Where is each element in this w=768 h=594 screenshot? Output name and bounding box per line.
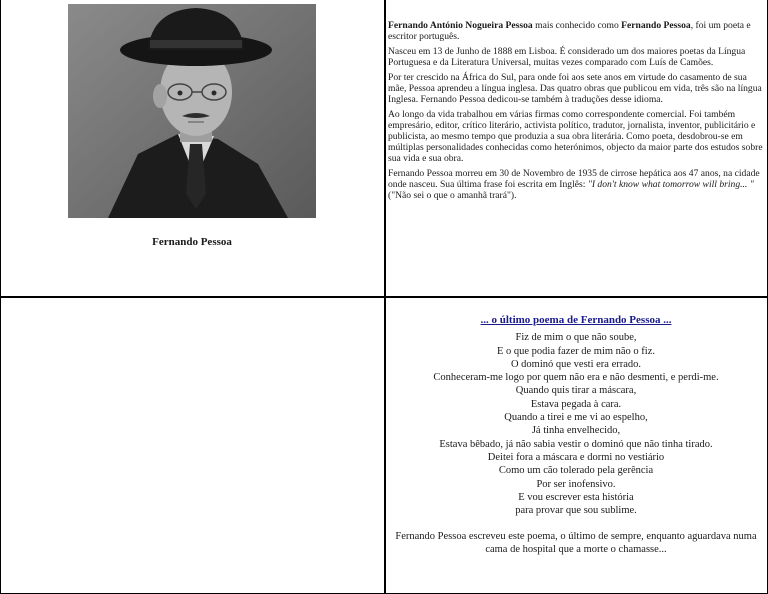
bio-p5-start: Fernando Pessoa morreu em 30 de Novembro de 1935 de cirrose hepática aos 47 anos, na cidade onde nasceu. Sua última frase foi escrita em Inglês: (388, 168, 760, 190)
portrait-photo (68, 4, 316, 218)
poem-line: Fiz de mim o que não soube, (515, 332, 637, 344)
poem-line: Já tinha envelhecido, (531, 425, 621, 437)
bio-full-name: Fernando António Nogueira Pessoa (388, 20, 533, 31)
bio-last-quote: "I don't know what tomorrow will bring... " (587, 179, 754, 190)
bio-paragraph-1 (388, 20, 764, 42)
bio-p5-end: ("Não sei o que o amanhã trará"). (388, 190, 517, 201)
portrait-caption: Fernando Pessoa (152, 236, 232, 248)
horizontal-divider (0, 296, 768, 298)
poem-line: Deitei fora a máscara e dormi no vestiário (487, 451, 665, 463)
poem-line: E vou escrever esta história (518, 491, 634, 503)
poem-line: Quando quis tirar a máscara, (515, 385, 637, 397)
bio-p1-mid: mais conhecido como (532, 20, 622, 31)
poem-line: para provar que sou sublime. (515, 505, 637, 517)
poem-block (386, 314, 766, 556)
poem-line: Estava bêbado, já não sabia vestir o dominó que não tinha tirado. (439, 438, 713, 450)
bio-short-name: Fernando Pessoa (621, 20, 691, 31)
poem-line: Conheceram-me logo por quem não era e não desmenti, e perdi-me. (433, 372, 719, 384)
poem-spacer (386, 517, 766, 530)
poem-lines (386, 331, 766, 517)
bio-p1-end: , foi um poeta e escritor português. (388, 20, 751, 42)
bio-paragraph-2: Nasceu em 13 de Junho de 1888 em Lisboa. É considerado um dos maiores poetas da Língua Portuguesa e da Literatura Universal, muitas vezes comparado com Luís de Camões. (388, 46, 746, 68)
poem-line: Estava pegada à cara. (530, 398, 622, 410)
bio-paragraph-4: Ao longo da vida trabalhou em várias firmas como correspondente comercial. Foi também empresário, editor, crítico literário, activista político, tradutor, jornalista, inventor, publicitário e publicista, ao mesmo tempo que produzia a sua obra literária. Como poeta, desdobrou-se em múltiplas personalidades conhecidas como heterónimos, objecto da maior parte dos estudos sobre sua vida e sua obra. (388, 109, 763, 164)
poem-note: Fernando Pessoa escreveu este poema, o último de sempre, enquanto aguardava numa cama de hospital que a morte o chamasse... (395, 531, 757, 556)
poem-line: Quando a tirei e me vi ao espelho, (504, 412, 648, 424)
poem-line: O dominó que vesti era errado. (510, 358, 642, 370)
poem-line: Por ser inofensivo. (536, 478, 616, 490)
poem-line: Como um cão tolerado pela gerência (498, 465, 654, 477)
poem-title: ... o último poema de Fernando Pessoa ... (480, 314, 672, 326)
poem-line: E o que podia fazer de mim não o fiz. (496, 345, 656, 357)
bio-paragraph-3: Por ter crescido na África do Sul, para onde foi aos sete anos em virtude do casamento de sua mãe, Pessoa aprendeu a língua inglesa. Das quatro obras que publicou em vida, três são na língua Inglesa. Fernando Pessoa dedicou-se também à traduções desse idioma. (388, 72, 762, 105)
biography-text (388, 20, 764, 205)
bio-paragraph-5 (388, 168, 764, 201)
portrait-illustration (68, 4, 316, 218)
